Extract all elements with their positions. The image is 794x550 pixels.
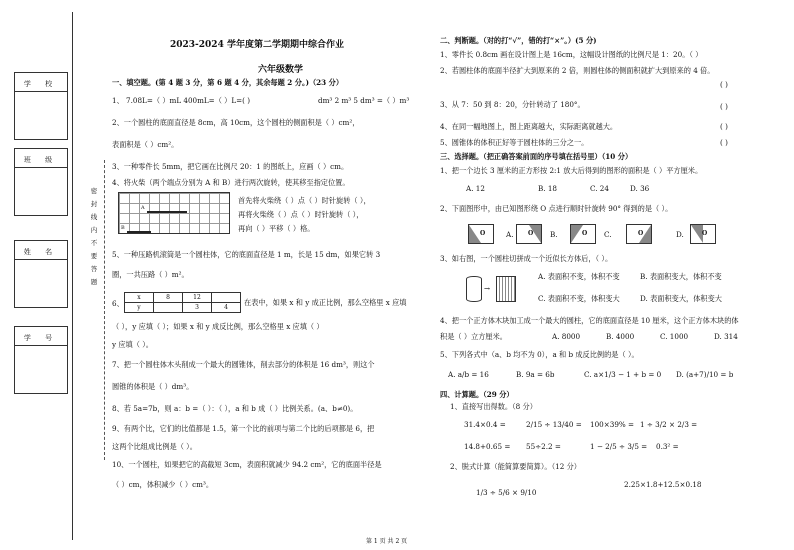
option-b-shape[interactable]: O: [570, 224, 596, 244]
table-cell: x: [125, 293, 154, 303]
calc-expand-item: 1/3 ÷ 5/6 × 9/10: [476, 488, 537, 497]
table-row: [125, 303, 241, 313]
choice-2-opt-b[interactable]: B.: [550, 230, 558, 239]
q5-line-a: 5、一种压路机滚筒是一个圆柱体，它的底面直径是 1 m，长是 15 dm，如果它转 3: [112, 250, 381, 259]
class-field[interactable]: [14, 148, 68, 216]
table-cell[interactable]: [212, 293, 241, 303]
point-b-label: B: [121, 225, 125, 231]
choice-3-opt-c[interactable]: C. 表面积不变，体积变大: [538, 294, 620, 303]
id-label: 学 号: [23, 334, 59, 342]
arrow-icon: →: [484, 284, 491, 293]
option-a-shape[interactable]: O: [516, 224, 542, 244]
judge-3: 3、从 7：50 到 8：20，分针转动了 180°。: [440, 100, 585, 109]
q2-line-a: 2、一个圆柱的底面直径是 8cm，高 10cm，这个圆柱的侧面积是（ ）cm²，: [112, 118, 360, 127]
choice-1-opt-d[interactable]: D. 36: [630, 184, 650, 193]
table-cell: y: [125, 303, 154, 313]
calc-expand-heading: 2、脱式计算（能简算要简算）。（12 分）: [450, 462, 581, 471]
choice-4-line-a: 4、把一个正方体木块加工成一个最大的圆柱，它的底面直径是 10 厘米，这个正方体木块的体: [440, 316, 739, 325]
q6-line-a: 在表中，如果 x 和 y 成正比例，那么空格里 x 应填: [244, 298, 407, 307]
choice-1-opt-b[interactable]: B. 18: [538, 184, 557, 193]
section-true-false: 二、判断题。（对的打“√”，错的打“×”。）(5 分): [440, 36, 597, 45]
calc-item: 1 ÷ 3/2 × 2/3 =: [640, 420, 698, 429]
table-cell: 3: [183, 303, 212, 313]
calc-item: 31.4×0.4 =: [464, 420, 506, 429]
table-cell[interactable]: [154, 303, 183, 313]
choice-2-opt-a[interactable]: A.: [506, 230, 514, 239]
judge-3-answer[interactable]: ( ): [720, 102, 728, 111]
section-choice: 三、选择题。（把正确答案前面的序号填在括号里）（10 分）: [440, 152, 633, 161]
choice-3-opt-b[interactable]: B. 表面积变大，体积不变: [640, 272, 722, 281]
judge-5-answer[interactable]: ( ): [720, 138, 728, 147]
calc-item: 0.3² =: [656, 442, 679, 451]
q4-step1: 首先将火柴绕（ ）点（ ）时针旋转（ ），: [238, 196, 371, 205]
table-cell: 8: [154, 293, 183, 303]
page-footer: 第 1 页 共 2 页: [366, 538, 408, 545]
q3-text: 3、一种零件长 5mm，把它画在比例尺 20：1 的图纸上，应画（ ）cm。: [112, 162, 349, 171]
option-d-shape[interactable]: O: [690, 224, 716, 244]
calc-item: 100×39% =: [590, 420, 635, 429]
section-fill-blank: 一、填空题。(第 4 题 3 分，第 6 题 4 分，其余每题 2 分。)（23 分）: [112, 78, 344, 87]
school-field[interactable]: [14, 72, 68, 140]
choice-4-line-b: 积是（ ）立方厘米。: [440, 332, 507, 341]
choice-2-opt-c[interactable]: C.: [604, 230, 612, 239]
choice-5: 5、下列各式中（a、b 均不为 0），a 和 b 成反比例的是（ ）。: [440, 350, 639, 359]
judge-2-answer[interactable]: ( ): [720, 80, 728, 89]
judge-2: 2、若圆柱体的底面半径扩大到原来的 2 倍，则圆柱体的侧面积就扩大到原来的 4 倍。: [440, 66, 715, 75]
binding-strip: [0, 0, 130, 550]
choice-4-opt-a[interactable]: A. 8000: [552, 332, 581, 341]
calc-item: 14.8+0.65 =: [464, 442, 511, 451]
calc-item: 55÷2.2 =: [526, 442, 561, 451]
exam-subtitle: 六年级数学: [258, 65, 304, 75]
calc-direct-heading: 1、直接写出得数。（8 分）: [450, 402, 537, 411]
choice-3-opt-d[interactable]: D. 表面积变大，体积变大: [640, 294, 722, 303]
table-cell: 12: [183, 293, 212, 303]
q4-text: 4、将火柴（两个端点分别为 A 和 B）进行两次旋转，使其移至指定位置。: [112, 178, 350, 187]
choice-4-opt-b[interactable]: B. 4000: [606, 332, 635, 341]
choice-5-opt-a[interactable]: A. a/b = 16: [448, 370, 489, 379]
q10-line-b: （ ）cm，体积减少（ ）cm³。: [112, 480, 214, 489]
ratio-table: [124, 292, 241, 313]
rotation-original-shape: O: [468, 224, 494, 244]
name-label: 姓 名: [23, 248, 59, 256]
point-a-label: A: [141, 205, 145, 211]
choice-4-opt-d[interactable]: D. 314: [714, 332, 738, 341]
cylinder-icon: [466, 276, 482, 302]
seal-dashed-line: [104, 160, 105, 460]
calc-item: 2/15 ÷ 13/40 =: [526, 420, 582, 429]
matchstick-grid: [118, 192, 230, 234]
choice-2-opt-d[interactable]: D.: [676, 230, 684, 239]
choice-4-opt-c[interactable]: C. 1000: [660, 332, 689, 341]
choice-5-opt-b[interactable]: B. 9a = 6b: [516, 370, 555, 379]
q2-line-b: 表面积是（ ）cm²。: [112, 140, 179, 149]
q6-line-c: y 应填（ ）。: [112, 340, 153, 349]
table-row: [125, 293, 241, 303]
strip-border-line: [72, 12, 73, 540]
exam-title: 2023-2024 学年度第二学期期中综合作业: [170, 40, 344, 50]
q10-line-a: 10、一个圆柱，如果把它的高截短 3cm，表面积就减少 94.2 cm²，它的底面半径是: [112, 460, 382, 469]
q9-line-b: 这两个比组成比例是（ ）。: [112, 442, 197, 451]
target-matchstick: [127, 231, 151, 233]
judge-4: 4、在同一幅地图上，图上距离越大，实际距离就越大。: [440, 122, 618, 131]
calc-expand-item: 2.25×1.8+12.5×0.18: [624, 480, 702, 489]
choice-5-opt-d[interactable]: D. (a+7)/10 = b: [676, 370, 734, 379]
judge-4-answer[interactable]: ( ): [720, 122, 728, 131]
class-label: 班 级: [23, 156, 59, 164]
q4-step2: 再将火柴绕（ ）点（ ）时针旋转（ ），: [238, 210, 364, 219]
q6-line-b: （ ），y 应填（ ）；如果 x 和 y 成反比例，那么空格里 x 应填（ ）: [112, 322, 324, 331]
choice-3: 3、如右图，一个圆柱切拼成一个近似长方体后，（ ）。: [440, 254, 613, 263]
q9-line-a: 9、有两个比，它们的比值都是 1.5，第一个比的前项与第二个比的后项都是 6，把: [112, 424, 375, 433]
choice-1-opt-a[interactable]: A. 12: [466, 184, 485, 193]
q4-step3: 再向（ ）平移（ ）格。: [238, 224, 315, 233]
q8-text: 8、若 5a=7b，则 a：b =（ ）：（ ），a 和 b 成（ ）比例关系。(a、b≠0)。: [112, 404, 358, 413]
calc-item: 1 − 2/5 ÷ 3/5 =: [590, 442, 648, 451]
q5-line-b: 圈，一共压路（ ）m²。: [112, 270, 189, 279]
section-calculation: 四、计算题。（29 分）: [440, 390, 514, 399]
q6-number: 6、: [112, 299, 124, 308]
name-field[interactable]: [14, 240, 68, 308]
choice-5-opt-c[interactable]: C. a×1/3 − 1 + b = 0: [584, 370, 662, 379]
q7-line-b: 圆锥的体积是（ ）dm³。: [112, 382, 194, 391]
table-cell: 4: [212, 303, 241, 313]
choice-1-opt-c[interactable]: C. 24: [590, 184, 609, 193]
choice-1: 1、把一个边长 3 厘米的正方形按 2:1 放大后得到的图形的面积是（ ）平方厘米。: [440, 166, 703, 175]
choice-3-opt-a[interactable]: A. 表面积不变，体积不变: [538, 272, 620, 281]
choice-2: 2、下面图形中，由已知图形绕 O 点进行顺时针旋转 90° 得到的是（ ）。: [440, 204, 673, 213]
cuboid-icon: [496, 276, 516, 302]
q7-line-a: 7、把一个圆柱体木头削成一个最大的圆锥体，削去部分的体积是 16 dm³，则这个: [112, 360, 375, 369]
school-label: 学 校: [23, 80, 59, 88]
q1-line-b: dm³ 2 m³ 5 dm³ =（ ）m³: [318, 96, 410, 105]
q1-line-a: 1、 7.08L=（ ）mL 400mL=（ ）L=( ): [112, 96, 251, 105]
matchstick: [147, 211, 187, 213]
option-c-shape[interactable]: O: [626, 224, 652, 244]
judge-1: 1、零件长 0.8cm 画在设计图上是 16cm，这幅设计图纸的比例尺是 1：20。（ ）: [440, 50, 703, 59]
judge-5: 5、圆锥体的体积正好等于圆柱体的三分之一。: [440, 138, 589, 147]
id-field[interactable]: [14, 326, 68, 394]
seal-text: 密 封 线 内 不 要 答 题: [90, 187, 98, 286]
